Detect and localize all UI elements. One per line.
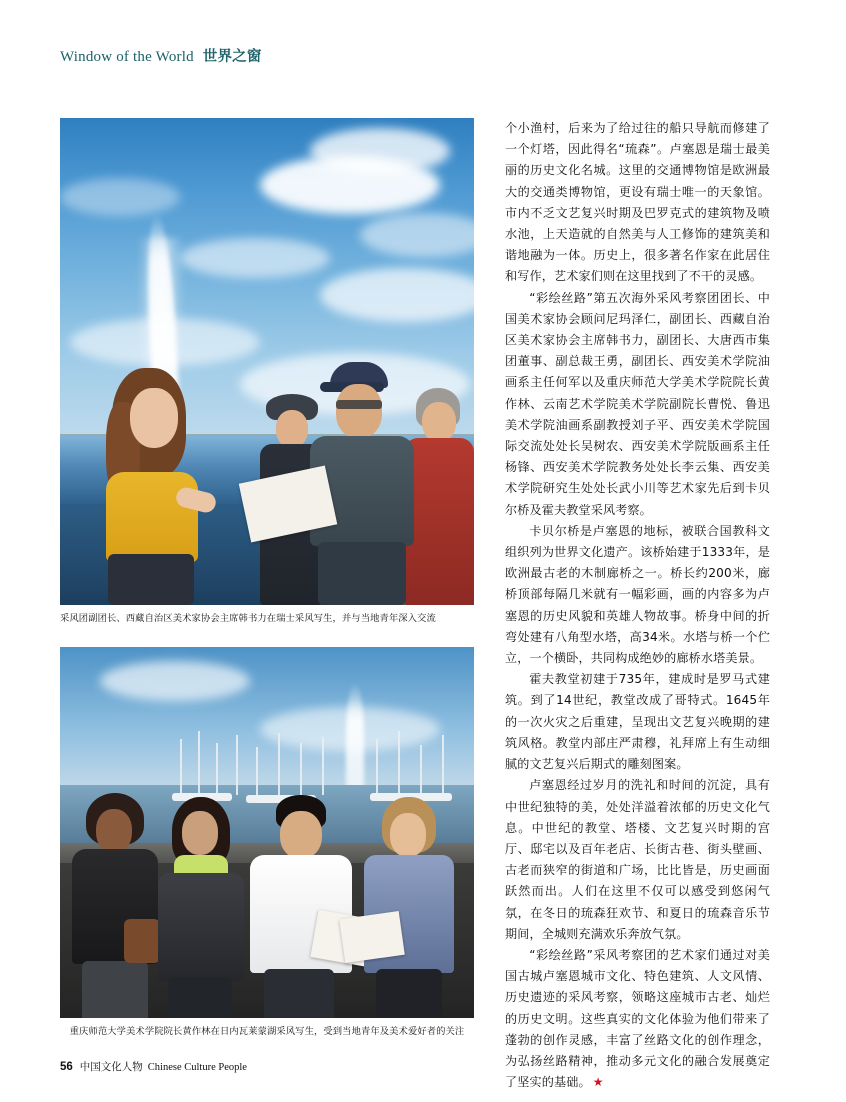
face [96, 809, 132, 853]
photo-caption: 重庆师范大学美术学院院长黄作林在日内瓦莱蒙湖采风写生，受到当地青年及美术爱好者的关注 [69, 1026, 465, 1037]
top-garment [106, 472, 198, 562]
page-footer [60, 1059, 247, 1074]
publication-name-en: Chinese Culture People [147, 1062, 247, 1073]
paragraph-final [505, 945, 770, 1093]
page-header [60, 45, 760, 66]
face [280, 811, 322, 859]
person-figure [68, 793, 160, 1018]
photo-harbor-group [60, 647, 474, 1018]
sailboat-mast [322, 737, 324, 795]
cloud [180, 238, 330, 278]
person-figure [152, 797, 248, 1018]
sailboat-mast [180, 739, 182, 795]
sailboat-mast [198, 731, 200, 795]
photo-lake-geneva-sketching [60, 118, 474, 605]
paragraph: 个小渔村，后来为了给过往的船只导航而修建了一个灯塔，因此得名“琉森”。卢塞恩是瑞士最美丽的历史文化名城。这里的交通博物馆是欧洲最大的交通类博物馆，更设有瑞士唯一的天象馆。市内不乏文艺复兴时期及巴罗克式的建筑物及喷水池，上天造就的自然美与人工修饰的建筑美和谐地融为一体。历史上，很多著名作家在此居住和写作，艺术家们则在这里找到了不干的灵感。 [505, 121, 770, 284]
sailboat-mast [256, 747, 258, 795]
cloud [260, 156, 440, 214]
publication-name-zh: 中国文化人物 [79, 1061, 143, 1073]
face [276, 410, 308, 448]
person-figure-artist [306, 362, 424, 605]
sketchbook [339, 911, 405, 963]
face [182, 811, 218, 855]
end-mark-icon: ★ [592, 1075, 604, 1090]
sailboat-mast [420, 745, 422, 795]
cloud [100, 661, 250, 701]
torso [158, 873, 244, 981]
shorts [108, 554, 194, 605]
legs [82, 961, 148, 1018]
paragraph: 卢塞恩经过岁月的洗礼和时间的沉淀，具有中世纪独特的美，处处洋溢着浓郁的历史文化气息。中世纪的教堂、塔楼、文艺复兴时期的宫厅、邸宅以及百年老店、长街古巷、街头壁画、古老而狭窄的街道和广场，比比皆是，历史画面跃然而出。人们在这里不仅可以感受到悠闲气氛，在冬日的琉森狂欢节、和夏日的琉森音乐节期间，全城则充满欢乐奔放气氛。 [505, 778, 770, 941]
person-figure-artist [246, 795, 356, 1018]
legs [318, 542, 406, 605]
photo-2-container [60, 647, 474, 1039]
cloud [60, 178, 180, 216]
left-column [60, 118, 474, 1037]
page-number: 56 [60, 1061, 73, 1073]
person-figure-young-woman [90, 368, 210, 605]
paragraph: 卡贝尔桥是卢塞恩的地标，被联合国教科文组织列为世界文化遗产。该桥始建于1333年，是欧洲最古老的木制廊桥之一。桥长约200米，廊桥顶部每隔几米就有一幅彩画，画的内容多为卢塞恩的历史风貌和英雄人物故事。桥身中间的折弯处建有八角型水塔，高34米。水塔与桥一个伫立，一个横卧，共同构成绝妙的廊桥水塔美景。 [505, 523, 770, 666]
photo-caption: 采风团副团长、西藏自治区美术家协会主席韩书力在瑞士采风写生，并与当地青年深入交流 [60, 613, 436, 624]
face [336, 384, 382, 438]
jet-deau-fountain [346, 683, 364, 793]
glasses [336, 400, 382, 409]
sailboat-mast [300, 743, 302, 795]
paragraph-text: “彩绘丝路”采风考察团的艺术家们通过对美国古城卢塞恩城市文化、特色建筑、人文风情、历史遗迹的采风考察，领略这座城市古老、灿烂的历史文明。这些真实的文化体验为他们带来了蓬勃的创作灵感，丰富了丝路文化的创作理念，为弘扬丝路精神，推动多元文化的融合发展奠定了坚实的基础。 [505, 947, 770, 1090]
legs [168, 977, 232, 1018]
face [130, 388, 178, 448]
face [422, 402, 456, 442]
legs [376, 969, 442, 1018]
sailboat-mast [442, 735, 444, 795]
paragraph: 霍夫教堂初建于735年，建成时是罗马式建筑。到了14世纪，教堂改成了哥特式。1645年的一次火灾之后重建，呈现出文艺复兴晚期的建筑风格。教堂内部庄严肃穆，礼拜席上有生动细腻的文艺复兴后期式的雕刻图案。 [505, 672, 770, 772]
header-title-zh: 世界之窗 [202, 49, 262, 65]
sailboat-mast [398, 731, 400, 795]
sailboat-mast [236, 735, 238, 795]
person-figure [360, 797, 460, 1018]
article-body [505, 118, 770, 1093]
header-title-en: Window of the World [60, 49, 194, 65]
sailboat-mast [376, 739, 378, 795]
sailboat-mast [216, 743, 218, 795]
paragraph: “彩绘丝路”第五次海外采风考察团团长、中国美术家协会顾问尼玛泽仁，副团长、西藏自治区美术家协会主席韩书力，副团长、大唐西市集团董事、副总裁王勇，副团长、西安美术学院油画系主任何军以及重庆师范大学美术学院院长黄作林、云南艺术学院美术学院副院长曹悦、鲁迅美术学院油画系副教授刘子平、西安美术学院国际交流处处长吴树农、西安美术学院版画系主任杨锋、西安美术学院教务处处长李云集、西安美术学院研究生处处长武小川等艺术家先后到卡贝尔桥及霍夫教堂采风考察。 [505, 290, 770, 517]
face [390, 813, 426, 857]
sailboat-mast [278, 733, 280, 795]
legs [264, 969, 334, 1018]
